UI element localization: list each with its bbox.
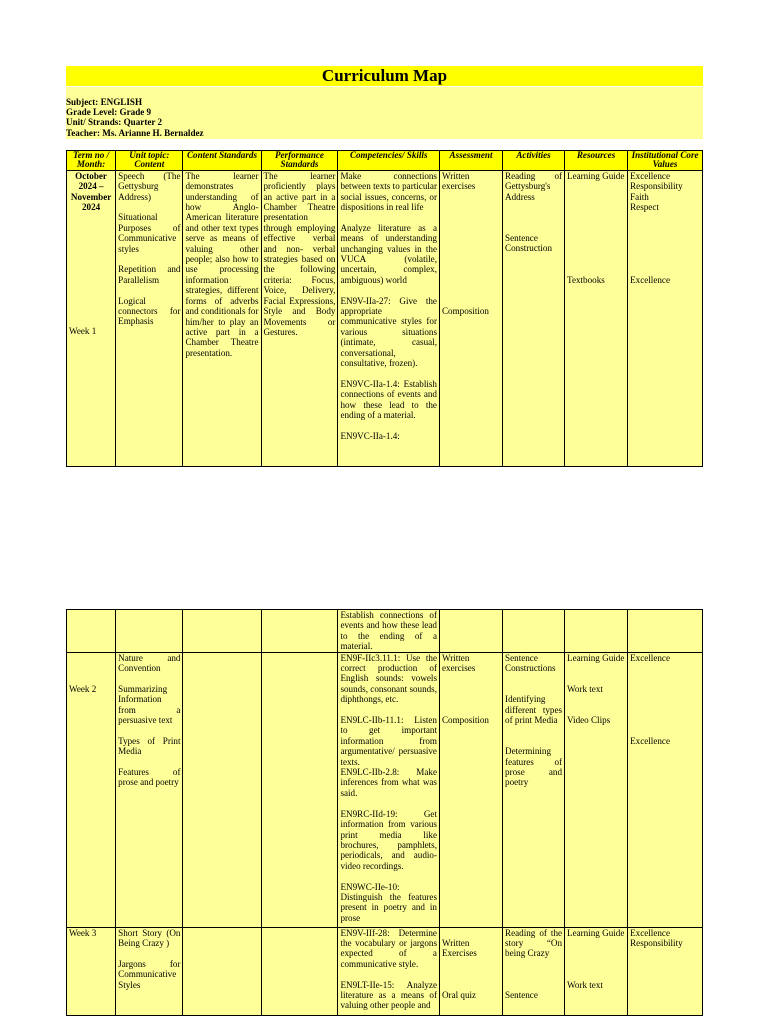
term-cell	[67, 927, 116, 1015]
unit-topic: Repetition and Parallelism	[118, 264, 181, 285]
activities-cell	[503, 170, 565, 466]
competencies-cell	[338, 652, 440, 927]
table-row	[67, 652, 703, 927]
competencies-cell	[338, 170, 440, 466]
assessment-item: Written exercises	[441, 652, 476, 674]
curriculum-table-2	[66, 609, 703, 1016]
core-value: Excellence	[630, 275, 670, 286]
resource-item: Video Clips	[567, 715, 611, 726]
activity-item: Sentence Construction	[505, 233, 553, 254]
unit-topic: Short Story (On Being Crazy )	[118, 927, 181, 949]
unit-cell	[116, 927, 183, 1015]
assessment-item: Written exercises	[441, 170, 476, 192]
unit-topic: Logical connectors for Emphasis	[118, 295, 181, 327]
performance-standard-cell: The learner proficiently plays an active part in a Chamber Theatre presentation through employing effective verbal and non- verbal strategies based on the following criteria: Focus, Voice, Delivery, Facial Expressions, Style and Body Movements or Gestures.	[261, 170, 338, 466]
meta-grade: Grade Level: Grade 9	[66, 107, 152, 118]
resource-item: Work text	[567, 980, 603, 991]
table-row	[67, 170, 703, 466]
core-value: Faith	[630, 191, 649, 202]
term-cell	[67, 170, 116, 466]
meta-unit: Unit/ Strands: Quarter 2	[66, 117, 163, 128]
table-row	[67, 927, 703, 1015]
unit-topic: Speech (The Gettysburg Address)	[118, 170, 181, 202]
activity-item: Reading of the story “On being Crazy	[505, 927, 563, 959]
unit-cell	[116, 170, 183, 466]
competency: EN9F-IIc3.11.1: Use the correct production of English sounds: vowels sounds, consonant sounds, diphthongs, etc.	[340, 652, 437, 705]
assessment-item: Oral quiz	[441, 989, 477, 1000]
unit-topic: Situational Purposes of Communicative styles	[118, 212, 181, 254]
header-activities: Activities	[503, 151, 565, 171]
curriculum-table-1	[66, 150, 703, 467]
competency: Make connections between texts to particular social issues, concerns, or dispositions in real life	[340, 170, 437, 213]
assessment-item: Composition	[441, 715, 489, 726]
core-value: Excellence	[630, 736, 670, 747]
core-value: Excellence	[630, 927, 670, 938]
core-value: Responsibility	[630, 181, 683, 192]
header-performance-standards: Performance Standards	[261, 151, 338, 171]
core-value: Respect	[630, 202, 659, 213]
unit-topic: Nature and Convention	[118, 652, 181, 674]
resource-item: Textbooks	[567, 275, 605, 286]
activities-cell	[503, 652, 565, 927]
unit-topic: Summarizing Information from a persuasive text	[118, 683, 181, 726]
meta-subject: Subject: ENGLISH	[66, 97, 143, 107]
core-value: Excellence	[630, 170, 670, 181]
assessment-cell	[439, 170, 502, 466]
competency: EN9VC-IIa-1.4: Establish connections of events and how these lead to the ending of a material.	[340, 378, 437, 421]
unit-topic: Features of prose and poetry	[118, 767, 181, 788]
week-label: Week 2	[69, 683, 97, 694]
competencies-cell	[338, 927, 440, 1015]
activity-item: Identifying different types of print Media	[505, 694, 563, 726]
resource-item: Work text	[567, 683, 603, 694]
header-unit: Unit topic: Content	[116, 151, 183, 171]
competency: Analyze literature as a means of understanding unchanging values in the VUCA (volatile, uncertain, complex, ambiguous) world	[340, 222, 437, 285]
core-values-cell	[628, 652, 703, 927]
resources-cell	[565, 170, 628, 466]
term-cell	[67, 652, 116, 927]
competency: EN9V-IIf-28: Determine the vocabulary or jargons expected of a communicative style.	[340, 927, 437, 969]
resources-cell	[565, 652, 628, 927]
term-month: October 2024 – November 2024	[70, 170, 112, 213]
resource-item: Learning Guide	[567, 652, 625, 663]
assessment-item: Written Exercises	[441, 938, 477, 959]
document-meta	[66, 87, 703, 139]
competency: EN9LC-IIb-2.8: Make inferences from what was said.	[340, 767, 437, 798]
header-assessment: Assessment	[439, 151, 502, 171]
assessment-item: Composition	[441, 305, 489, 316]
header-content-standards: Content Standards	[183, 151, 261, 171]
activities-cell	[503, 927, 565, 1015]
competency: EN9RC-IId-19: Get information from various print media like brochures, pamphlets, periodicals, and audio-video recordings.	[340, 808, 437, 871]
meta-teacher: Teacher: Ms. Arianne H. Bernaldez	[66, 127, 204, 138]
header-competencies: Competencies/ Skills	[338, 151, 440, 171]
competency: EN9V-IIa-27: Give the appropriate communicative styles for various situations (intimate, casual, conversational, consultative, frozen).	[340, 295, 437, 369]
competency: Establish connections of events and how these lead to the ending of a material.	[338, 610, 440, 653]
document-title: Curriculum Map	[66, 66, 703, 86]
unit-cell	[116, 652, 183, 927]
activity-item: Sentence	[505, 989, 538, 1000]
core-values-cell	[628, 170, 703, 466]
core-value: Responsibility	[630, 938, 683, 949]
competency: EN9LC-IIb-11.1: Listen to get important information from argumentative/ persuasive texts.	[340, 715, 437, 767]
resource-item: Learning Guide	[567, 170, 625, 181]
content-standard-cell: The learner demonstrates understanding of how Anglo-American literature and other text types serve as means of valuing other people; also how to use processing information strategies, different forms of adverbs and conditionals for him/her to play an active part in a Chamber Theatre presentation.	[183, 170, 261, 466]
unit-topic: Types of Print Media	[118, 735, 181, 757]
table-header-row	[67, 151, 703, 171]
assessment-cell	[439, 927, 502, 1015]
header-resources: Resources	[565, 151, 628, 171]
core-value: Excellence	[630, 652, 670, 663]
core-values-cell	[628, 927, 703, 1015]
competency: EN9VC-IIa-1.4:	[340, 430, 400, 441]
header-term: Term no / Month:	[67, 151, 116, 171]
competency: EN9LT-IIe-15: Analyze literature as a means of valuing other people and	[340, 979, 437, 1011]
week-label: Week 1	[69, 326, 97, 337]
resource-item: Learning Guide	[567, 927, 625, 938]
unit-topic: Jargons for Communicative Styles	[118, 958, 181, 990]
competency: EN9WC-IIe-10: Distinguish the features present in poetry and in prose	[340, 881, 437, 923]
header-core-values: Institutional Core Values	[628, 151, 703, 171]
resources-cell	[565, 927, 628, 1015]
activity-item: Reading of Gettysburg's Address	[505, 170, 563, 202]
assessment-cell	[439, 652, 502, 927]
activity-item: Determining features of prose and poetry	[505, 746, 563, 788]
activity-item: Sentence Constructions	[505, 652, 556, 674]
week-label: Week 3	[69, 927, 97, 938]
table-row	[67, 610, 703, 653]
